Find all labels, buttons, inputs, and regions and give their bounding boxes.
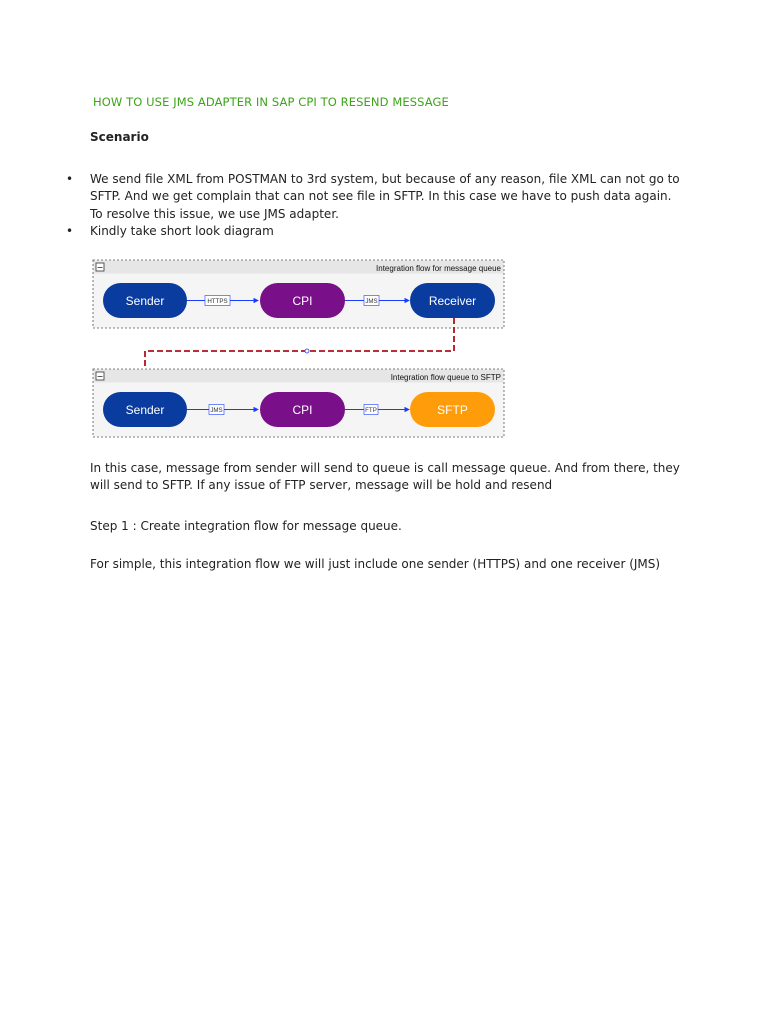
step-1-paragraph: Step 1 : Create integration flow for message queue.	[90, 519, 402, 533]
edge-jms-label: JMS	[365, 298, 378, 306]
bullet-text: Kindly take short look diagram	[90, 224, 274, 239]
edge-jms-label: JMS	[210, 407, 223, 415]
node-cpi-label: CPI	[292, 403, 313, 417]
node-receiver-label: Receiver	[428, 294, 477, 308]
integration-flow-diagram	[90, 256, 508, 440]
edge-https-label: HTTPS	[207, 298, 228, 306]
bullet-text: We send file XML from POSTMAN to 3rd system, but because of any reason, file XML can not go to SFTP. And we get complain that can not see file in SFTP. In this case we have to push data again. To resolve this issue, we use JMS adapter.	[90, 172, 680, 221]
integration-flow-2-pool	[93, 369, 504, 437]
connector-midpoint-handle[interactable]	[305, 349, 309, 353]
bullet-item	[0, 223, 685, 240]
document-title: HOW TO USE JMS ADAPTER IN SAP CPI TO RESEND MESSAGE	[93, 95, 449, 109]
edge-ftp-label: FTP	[365, 407, 377, 415]
node-cpi-label: CPI	[292, 294, 313, 308]
explanation-paragraph: In this case, message from sender will send to queue is call message queue. And from there, they will send to SFTP. If any issue of FTP server, message will be hold and resend	[90, 461, 680, 493]
bullet-item	[0, 171, 685, 223]
simple-flow-paragraph: For simple, this integration flow we will just include one sender (HTTPS) and one receiver (JMS)	[90, 557, 661, 571]
collapse-glyph: −	[96, 263, 104, 272]
node-sender-label: Sender	[125, 294, 165, 308]
collapse-glyph: −	[96, 372, 104, 381]
node-sender-label: Sender	[125, 403, 165, 417]
pool-2-title: Integration flow queue to SFTP	[390, 373, 501, 382]
scenario-bullet-list	[0, 171, 768, 241]
pool-1-title: Integration flow for message queue	[376, 264, 501, 273]
scenario-heading: Scenario	[90, 130, 149, 144]
integration-flow-1-pool	[93, 260, 504, 328]
bullet-dot-icon: •	[66, 172, 74, 186]
bullet-dot-icon: •	[66, 224, 74, 239]
node-sftp-label: SFTP	[437, 403, 468, 417]
